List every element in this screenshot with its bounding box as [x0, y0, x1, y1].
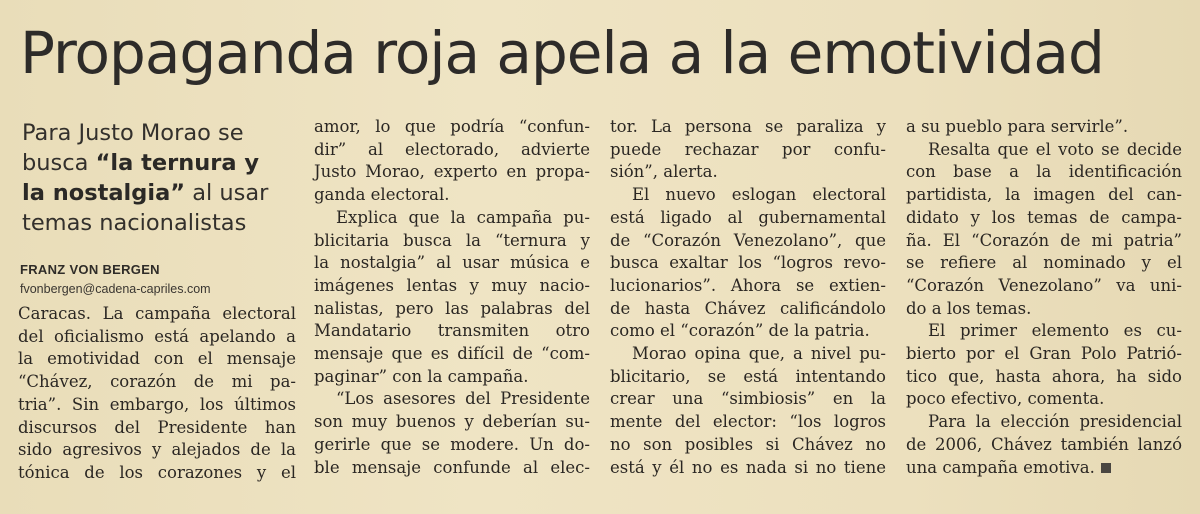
article-line: ble mensaje confunde al elec- [314, 457, 590, 477]
article-line: didato y los temas de campa- [906, 207, 1182, 227]
article-line: gerirle que se modere. Un do- [314, 434, 590, 454]
article-line: “Los asesores del Presidente [336, 389, 590, 409]
article-line: sido agresivos y alejados de la [18, 440, 296, 460]
deck-intro: Para Justo Morao se busca [22, 120, 244, 176]
deck-emphasis-1: “la ternura y [95, 150, 260, 176]
article-line: blicitaria busca la “ternura y [314, 230, 590, 250]
article-line: la emotividad con el mensaje [18, 349, 296, 369]
article-line: amor, lo que podría “confun- [314, 117, 590, 136]
article-line: partidista, la imagen del can- [906, 185, 1182, 205]
article-line: no son posibles si Chávez no [610, 434, 886, 454]
byline-email: fvonbergen@cadena-capriles.com [20, 282, 211, 296]
article-column-4 [906, 116, 1182, 479]
article-line: Justo Morao, experto en propa- [314, 162, 590, 182]
article-line: como el “corazón” de la patria. [610, 321, 870, 341]
article-line: Resalta que el voto se decide [928, 139, 1182, 159]
article-line: El nuevo eslogan electoral [632, 185, 886, 205]
article-line: tónica de los corazones y el [18, 462, 296, 482]
article-line: ña. El “Corazón de mi patria” [906, 230, 1182, 250]
article-line: de hasta Chávez calificándolo [610, 298, 886, 318]
article-line: tico que, hasta ahora, ha sido [906, 366, 1182, 386]
article-line: crear una “simbiosis” en la [610, 389, 886, 409]
end-of-article-mark [1101, 463, 1111, 473]
article-line: Caracas. La campaña electoral [18, 304, 296, 323]
article-line: lucionarios”. Ahora se extien- [610, 275, 886, 295]
headline: Propaganda roja apela a la emotividad [20, 19, 1104, 87]
article-line: tria”. Sin embargo, los últimos [18, 394, 296, 414]
article-column-2 [314, 116, 590, 479]
article-line: Para la elección presidencial [928, 412, 1182, 432]
article-line: discursos del Presidente han [18, 417, 296, 437]
article-line: a su pueblo para servirle”. [906, 117, 1129, 136]
article-line: Explica que la campaña pu- [336, 207, 590, 227]
article-line: mensaje que es difícil de “com- [314, 344, 590, 364]
article-line: do a los temas. [906, 298, 1032, 318]
article-line: del oficialismo está apelando a [18, 326, 296, 346]
article-line: poco efectivo, comenta. [906, 389, 1105, 409]
article-line: “Chávez, corazón de mi pa- [18, 372, 296, 392]
article-line: blicitario, se está intentando [610, 366, 886, 386]
deck-emphasis-2: la nostalgia” [22, 180, 186, 206]
deck-tail: al usar temas nacionalistas [22, 180, 269, 236]
article-line: de “Corazón Venezolano”, que [610, 230, 886, 250]
article-line: está ligado al gubernamental [610, 207, 886, 227]
article-line: ganda electoral. [314, 185, 450, 205]
article-line: son muy buenos y deberían su- [314, 412, 590, 432]
article-line: El primer elemento es cu- [928, 321, 1182, 341]
article-line: dir” al electorado, advierte [314, 139, 590, 159]
article-line: puede rechazar por confu- [610, 139, 886, 159]
article-line: una campaña emotiva. [906, 457, 1182, 480]
article-line: de 2006, Chávez también lanzó [906, 434, 1182, 454]
article-line: nalistas, pero las palabras del [314, 298, 590, 318]
article-line: busca exaltar los “logros revo- [610, 253, 886, 273]
article-line: sión”, alerta. [610, 162, 718, 182]
article-column-1 [18, 303, 296, 485]
article-line: se refiere al nominado y el [906, 253, 1182, 273]
article-line: con base a la identificación [906, 162, 1182, 182]
article-line: paginar” con la campaña. [314, 366, 529, 386]
article-line: está y él no es nada si no tiene [610, 457, 886, 477]
article-line: tor. La persona se paraliza y [610, 117, 886, 136]
article-line: Mandatario transmiten otro [314, 321, 590, 341]
article-column-3 [610, 116, 886, 479]
article-line: la nostalgia” al usar música e [314, 253, 590, 273]
article-line: imágenes lentas y muy nacio- [314, 275, 590, 295]
article-line: “Corazón Venezolano” va uni- [906, 275, 1182, 295]
article-line: Morao opina que, a nivel pu- [632, 344, 886, 364]
article-line: bierto por el Gran Polo Patrió- [906, 344, 1182, 364]
deck-subheadline [22, 118, 292, 238]
byline-author: FRANZ VON BERGEN [20, 262, 160, 277]
article-line: mente del elector: “los logros [610, 412, 886, 432]
